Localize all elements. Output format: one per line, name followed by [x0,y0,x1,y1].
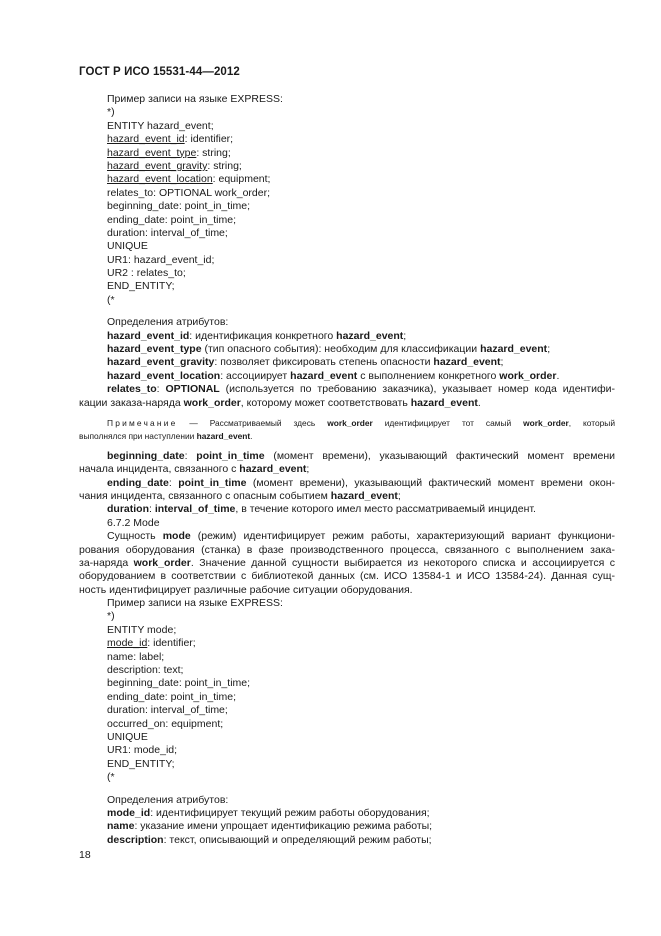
paragraph-line [79,530,615,543]
attr-name: duration [107,503,149,516]
attr-name: ending_date [107,476,169,489]
code-line: name: label; [107,650,165,663]
definition-text: (момент времени), указывающий фактический момент времени окон- [246,476,615,489]
entity-ref: hazard_event [433,356,501,369]
punct: . [477,396,481,409]
code-line [79,173,615,186]
code-line: UR1: hazard_event_id; [107,253,215,266]
code-line: (* [107,293,115,306]
definition-text: : ассоциирует [220,369,291,382]
code-line [79,637,615,650]
definition-text: (момент времени), указывающий фактический момент времени [264,449,615,462]
paragraph-text: (режим) идентифицирует режим работы, характеризующий вариант функциони- [190,530,615,543]
express-intro: Пример записи на языке EXPRESS: [107,597,283,610]
attr-type: point_in_time [178,476,247,489]
entity-ref: hazard_event [290,369,358,382]
code-line: UNIQUE [107,730,148,743]
definition-text: (тип опасного события): необходим для классификации [201,343,481,356]
section-heading: 6.7.2 Mode [107,516,160,529]
definition-item [79,834,615,847]
definition-text: : текст, описывающий и определяющий режим работы; [163,833,432,846]
code-line: occurred_on: equipment; [107,717,224,730]
definition-text: , которому может соответствовать [240,396,411,409]
definition-item [79,820,615,833]
code-line: relates_to: OPTIONAL work_order; [107,186,271,199]
entity-ref: hazard_event [336,329,404,342]
definition-item [79,477,615,490]
code-line: END_ENTITY; [107,280,175,293]
note-text: , который [568,417,615,428]
paragraph-line: ность идентифицирует различные рабочие ситуации оборудования. [79,583,413,596]
code-line: UR2 : relates_to; [107,267,186,280]
code-attr-name: mode_id [107,637,148,650]
punct: . [556,369,560,382]
entity-ref: mode [162,530,191,543]
code-line: beginning_date: point_in_time; [107,200,251,213]
code-line: ENTITY hazard_event; [107,119,214,132]
definitions-intro: Определения атрибутов: [107,316,229,329]
paragraph-line [79,557,615,570]
entity-ref: work_order [327,417,373,428]
definition-item [79,450,615,463]
note-label: Примечание [107,417,178,428]
code-line: UNIQUE [107,240,148,253]
definition-item [79,503,615,516]
definition-text: : идентифицирует текущий режим работы оборудования; [150,806,430,819]
punct: ; [397,489,401,502]
code-line: description: text; [107,664,184,677]
entity-ref: work_order [499,369,557,382]
note-text: идентифицирует тот самый [372,417,524,428]
definition-continuation [79,463,615,476]
paragraph-text: . Значение данной сущности выбирается из некоторого списка и ассоциируется с [190,556,615,569]
document-header: ГОСТ Р ИСО 15531-44—2012 [79,66,240,78]
attr-name: hazard_event_location [107,369,221,382]
attr-name: hazard_event_id [107,329,190,342]
paragraph-text: Сущность [107,530,163,543]
code-line: ending_date: point_in_time; [107,213,237,226]
note-text: — Рассматриваемый здесь [177,417,328,428]
entity-ref: work_order [133,556,191,569]
definition-text: (используется по требованию заказчика), указывает номер кода идентифи- [219,383,615,396]
punct: ; [500,356,504,369]
definition-text: : позволяет фиксировать степень опасности [214,356,434,369]
definition-text: с выполнением конкретного [357,369,500,382]
entity-ref: hazard_event [239,463,307,476]
attr-name: relates_to [107,383,157,396]
code-attr-type: : identifier; [147,637,196,650]
paragraph-line: рования оборудования (станка) в фазе производственного процесса, связанного с выполнением зака- [79,543,615,556]
definition-text: начала инцидента, связанного с [79,463,240,476]
definition-continuation [79,490,615,503]
entity-ref: hazard_event [330,489,398,502]
code-attr-name: hazard_event_location [107,173,213,186]
entity-ref: work_order [183,396,241,409]
punct: ; [306,463,310,476]
punct: : [168,476,179,489]
punct: : [149,503,155,516]
entity-ref: hazard_event [196,431,251,442]
code-attr-type: : string; [207,159,242,172]
note-text: . [250,431,253,442]
definition-text: : идентификация конкретного [189,329,337,342]
punct: : [184,449,197,462]
code-attr-name: hazard_event_gravity [107,159,208,172]
attr-name: name [107,820,135,833]
code-attr-name: hazard_event_id [107,133,185,146]
note-continuation [79,430,615,443]
note-text: выполнялся при наступлении [79,431,197,442]
optional-keyword: OPTIONAL [165,383,220,396]
code-line: *) [107,610,115,623]
code-line: duration: interval_of_time; [107,226,228,239]
attr-name: mode_id [107,806,151,819]
paragraph-text: за-наряда [79,556,134,569]
definition-item [79,370,615,383]
code-line: ENTITY mode; [107,623,177,636]
code-line [79,160,615,173]
code-line: ending_date: point_in_time; [107,690,237,703]
code-line [79,147,615,160]
entity-ref: hazard_event [480,343,548,356]
code-attr-type: : equipment; [212,173,271,186]
attr-name: hazard_event_type [107,343,202,356]
definition-item [79,343,615,356]
page-body [79,93,615,847]
definition-text: , в течение которого имел место рассматриваемый инцидент. [235,503,536,516]
punct: ; [547,343,551,356]
page-number: 18 [79,849,91,861]
definition-text: : указание имени упрощает идентификацию режима работы; [134,820,433,833]
attr-type: point_in_time [196,449,265,462]
code-attr-type: : string; [196,146,231,159]
paragraph-line: оборудованием в соответствии с библиотекой данных (см. ИСО 13584-1 и ИСО 13584-24). Данная сущ- [79,570,615,583]
code-line: duration: interval_of_time; [107,704,228,717]
code-line: UR1: mode_id; [107,744,178,757]
code-line: beginning_date: point_in_time; [107,677,251,690]
attr-type: interval_of_time [154,503,236,516]
entity-ref: work_order [523,417,569,428]
definition-text: чания инцидента, связанного с опасным событием [79,489,331,502]
code-attr-name: hazard_event_type [107,146,197,159]
punct: ; [403,329,407,342]
code-line: *) [107,106,115,119]
definitions-intro: Определения атрибутов: [107,793,229,806]
express-intro: Пример записи на языке EXPRESS: [107,93,283,105]
code-line [79,133,615,146]
definition-item [79,330,615,343]
definition-continuation [79,397,615,410]
code-attr-type: : identifier; [184,133,234,146]
definition-item [79,807,615,820]
attr-name: hazard_event_gravity [107,356,215,369]
code-line: (* [107,771,115,784]
punct: : [156,383,166,396]
entity-ref: hazard_event [410,396,478,409]
attr-name: description [107,833,164,846]
definition-text: кации заказа-наряда [79,396,184,409]
attr-name: beginning_date [107,449,185,462]
code-line: END_ENTITY; [107,757,175,770]
definition-item [79,383,615,396]
definition-item [79,356,615,369]
note [79,417,615,430]
